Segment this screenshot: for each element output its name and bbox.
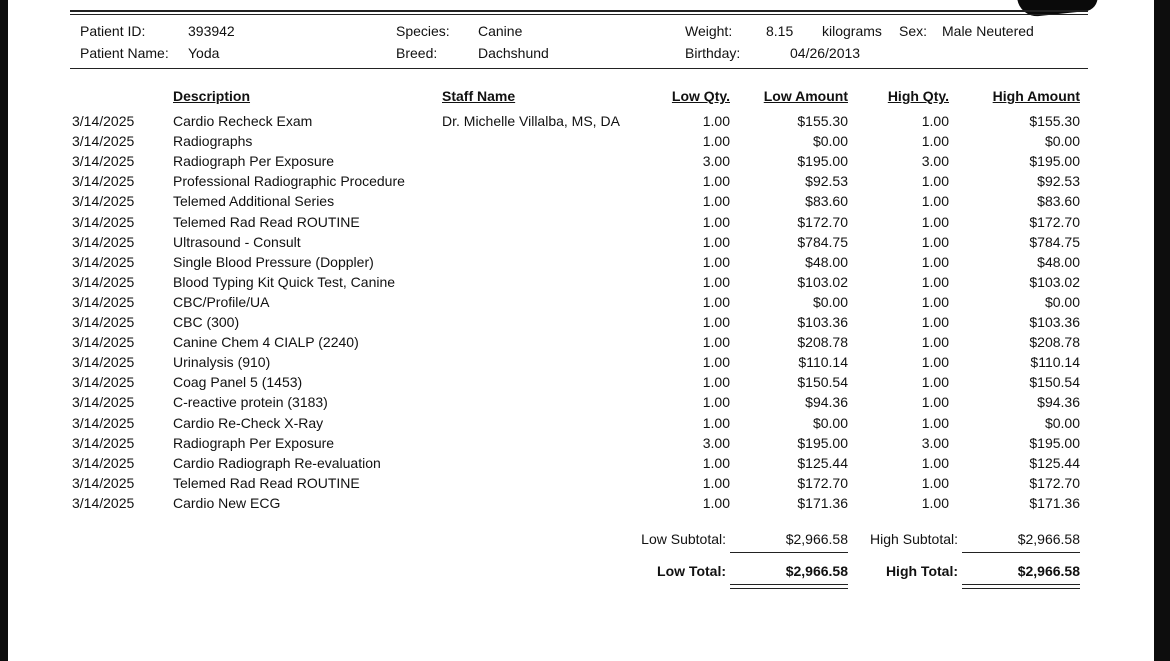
high-total-label: High Total: — [885, 563, 958, 579]
cell-high-amount: $48.00 — [1037, 253, 1080, 270]
cell-date: 3/14/2025 — [72, 193, 135, 210]
cell-high-amount: $195.00 — [1029, 434, 1080, 451]
cell-description: CBC (300) — [173, 314, 240, 330]
cell-high-amount: $155.30 — [1029, 113, 1080, 129]
low-total-label: Low Total: — [657, 563, 726, 579]
cell-low-qty: 1.00 — [702, 454, 730, 471]
cell-low-amount: $155.30 — [797, 113, 848, 129]
cell-description: Radiographs — [173, 133, 253, 150]
cell-date: 3/14/2025 — [72, 414, 135, 431]
cell-high-amount: $0.00 — [1044, 293, 1080, 310]
cell-description: C-reactive protein (3183) — [173, 394, 328, 411]
cell-low-qty: 1.00 — [702, 293, 730, 310]
breed: Dachshund — [478, 45, 549, 61]
cell-low-amount: $171.36 — [797, 494, 848, 511]
cell-low-qty: 1.00 — [702, 173, 730, 190]
cell-low-amount: $0.00 — [812, 293, 848, 310]
cell-low-amount: $0.00 — [812, 414, 848, 431]
weight-unit: kilograms — [822, 23, 882, 39]
cell-staff: Dr. Michelle Villalba, MS, DA — [442, 113, 620, 129]
cell-date: 3/14/2025 — [72, 213, 135, 230]
cell-description: Telemed Rad Read ROUTINE — [173, 474, 360, 491]
breed-label: Breed: — [396, 45, 438, 61]
cell-high-qty: 1.00 — [921, 193, 949, 210]
cell-high-qty: 1.00 — [921, 133, 949, 150]
cell-low-qty: 1.00 — [702, 233, 730, 250]
cell-high-amount: $208.78 — [1029, 334, 1080, 351]
cell-description: Ultrasound - Consult — [173, 233, 301, 250]
high-subtotal-label: High Subtotal: — [870, 531, 958, 547]
cell-low-qty: 1.00 — [702, 394, 730, 411]
cell-high-amount: $0.00 — [1044, 133, 1080, 150]
cell-description: CBC/Profile/UA — [173, 293, 270, 310]
header-rule — [70, 68, 1088, 69]
cell-low-qty: 1.00 — [702, 334, 730, 351]
cell-date: 3/14/2025 — [72, 494, 135, 511]
cell-low-amount: $94.36 — [805, 394, 848, 411]
cell-date: 3/14/2025 — [72, 334, 135, 351]
cell-low-amount: $195.00 — [797, 153, 848, 170]
cell-date: 3/14/2025 — [72, 314, 135, 330]
cell-high-qty: 3.00 — [921, 153, 949, 170]
cell-date: 3/14/2025 — [72, 474, 135, 491]
cell-high-amount: $125.44 — [1029, 454, 1080, 471]
sex: Male Neutered — [942, 23, 1034, 39]
cell-high-amount: $171.36 — [1029, 494, 1080, 511]
cell-low-amount: $0.00 — [812, 133, 848, 150]
cell-description: Telemed Rad Read ROUTINE — [173, 213, 360, 230]
high-total-rule-1 — [962, 584, 1080, 585]
cell-high-qty: 1.00 — [921, 334, 949, 351]
cell-high-qty: 1.00 — [921, 394, 949, 411]
cell-low-qty: 1.00 — [702, 133, 730, 150]
cell-description: Blood Typing Kit Quick Test, Canine — [173, 273, 396, 290]
cell-high-amount: $172.70 — [1029, 474, 1080, 491]
col-staff: Staff Name — [442, 88, 516, 104]
patient-id: 393942 — [188, 23, 235, 39]
cell-high-qty: 1.00 — [921, 113, 949, 129]
high-subtotal-rule — [962, 552, 1080, 553]
cell-high-amount: $103.36 — [1029, 314, 1080, 330]
cell-high-qty: 1.00 — [921, 293, 949, 310]
cell-date: 3/14/2025 — [72, 253, 135, 270]
cell-description: Radiograph Per Exposure — [173, 153, 335, 170]
cell-low-qty: 1.00 — [702, 193, 730, 210]
cell-date: 3/14/2025 — [72, 394, 135, 411]
cell-date: 3/14/2025 — [72, 113, 135, 129]
cell-date: 3/14/2025 — [72, 374, 135, 391]
cell-low-amount: $103.02 — [797, 273, 848, 290]
top-rule — [70, 10, 1088, 12]
cell-high-qty: 1.00 — [921, 233, 949, 250]
patient-name-label: Patient Name: — [80, 45, 169, 61]
cell-low-amount: $172.70 — [797, 213, 848, 230]
cell-description: Cardio New ECG — [173, 494, 281, 511]
low-subtotal: $2,966.58 — [785, 531, 848, 547]
cell-low-qty: 1.00 — [702, 374, 730, 391]
cell-date: 3/14/2025 — [72, 173, 135, 190]
cell-high-qty: 1.00 — [921, 494, 949, 511]
species-label: Species: — [396, 23, 450, 39]
cell-description: Single Blood Pressure (Doppler) — [173, 253, 374, 270]
cell-high-qty: 1.00 — [921, 354, 949, 371]
cell-low-qty: 1.00 — [702, 113, 730, 129]
cell-date: 3/14/2025 — [72, 293, 135, 310]
low-subtotal-label: Low Subtotal: — [641, 531, 726, 547]
cell-low-amount: $172.70 — [797, 474, 848, 491]
birthday-label: Birthday: — [685, 45, 741, 61]
cell-date: 3/14/2025 — [72, 434, 135, 451]
cell-high-qty: 3.00 — [921, 434, 949, 451]
cell-low-amount: $48.00 — [805, 253, 848, 270]
cell-high-qty: 1.00 — [921, 474, 949, 491]
cell-low-amount: $83.60 — [805, 193, 848, 210]
cell-high-amount: $94.36 — [1037, 394, 1080, 411]
high-subtotal: $2,966.58 — [1017, 531, 1080, 547]
cell-date: 3/14/2025 — [72, 354, 135, 371]
cell-high-amount: $0.00 — [1044, 414, 1080, 431]
cell-date: 3/14/2025 — [72, 273, 135, 290]
low-total-rule-2 — [730, 588, 848, 589]
cell-high-qty: 1.00 — [921, 454, 949, 471]
cell-high-amount: $195.00 — [1029, 153, 1080, 170]
low-total-rule-1 — [730, 584, 848, 585]
cell-high-amount: $784.75 — [1029, 233, 1080, 250]
cell-low-qty: 3.00 — [702, 434, 730, 451]
cell-description: Professional Radiographic Procedure — [173, 173, 405, 190]
low-subtotal-rule — [730, 552, 848, 553]
cell-low-amount: $110.14 — [798, 354, 848, 371]
cell-high-qty: 1.00 — [921, 213, 949, 230]
col-low-qty: Low Qty. — [671, 88, 730, 104]
patient-name: Yoda — [188, 45, 220, 61]
weight: 8.15 — [766, 23, 794, 39]
cell-high-qty: 1.00 — [921, 173, 949, 190]
cell-description: Cardio Re-Check X-Ray — [173, 414, 324, 431]
col-high-amount: High Amount — [992, 88, 1080, 104]
low-total: $2,966.58 — [785, 563, 848, 579]
cell-low-qty: 1.00 — [702, 253, 730, 270]
estimate-document — [8, 0, 1154, 661]
cell-date: 3/14/2025 — [72, 133, 135, 150]
cell-low-amount: $125.44 — [797, 454, 848, 471]
cell-description: Canine Chem 4 CIALP (2240) — [173, 334, 359, 351]
cell-description: Cardio Recheck Exam — [173, 113, 313, 129]
cell-high-amount: $150.54 — [1029, 374, 1080, 391]
cell-low-amount: $150.54 — [797, 374, 848, 391]
col-description: Description — [173, 88, 251, 104]
cell-high-qty: 1.00 — [921, 374, 949, 391]
cell-description: Coag Panel 5 (1453) — [173, 374, 303, 391]
cell-description: Cardio Radiograph Re-evaluation — [173, 454, 381, 471]
cell-high-qty: 1.00 — [921, 273, 949, 290]
species: Canine — [478, 23, 523, 39]
cell-low-amount: $92.53 — [805, 173, 848, 190]
cell-low-amount: $784.75 — [797, 233, 848, 250]
cell-high-amount: $110.14 — [1030, 354, 1080, 371]
weight-label: Weight: — [685, 23, 733, 39]
cell-low-qty: 1.00 — [702, 474, 730, 491]
cell-date: 3/14/2025 — [72, 233, 135, 250]
cell-low-qty: 1.00 — [702, 354, 730, 371]
cell-high-qty: 1.00 — [921, 414, 949, 431]
sex-label: Sex: — [899, 23, 928, 39]
top-rule-thin — [70, 14, 1088, 15]
cell-description: Radiograph Per Exposure — [173, 434, 335, 451]
birthday: 04/26/2013 — [790, 45, 861, 61]
col-high-qty: High Qty. — [887, 88, 949, 104]
cell-high-qty: 1.00 — [921, 253, 949, 270]
cell-high-qty: 1.00 — [921, 314, 949, 330]
col-low-amount: Low Amount — [763, 88, 848, 104]
cell-low-qty: 1.00 — [702, 273, 730, 290]
high-total: $2,966.58 — [1017, 563, 1080, 579]
cell-low-amount: $195.00 — [797, 434, 848, 451]
cell-high-amount: $92.53 — [1037, 173, 1080, 190]
cell-date: 3/14/2025 — [72, 454, 135, 471]
cell-description: Telemed Additional Series — [173, 193, 335, 210]
cell-low-qty: 1.00 — [702, 213, 730, 230]
cell-high-amount: $83.60 — [1037, 193, 1080, 210]
cell-low-qty: 1.00 — [702, 494, 730, 511]
cell-low-amount: $208.78 — [797, 334, 848, 351]
cell-low-qty: 1.00 — [702, 314, 730, 330]
cell-high-amount: $172.70 — [1029, 213, 1080, 230]
cell-description: Urinalysis (910) — [173, 354, 271, 371]
cell-high-amount: $103.02 — [1029, 273, 1080, 290]
cell-low-qty: 3.00 — [702, 153, 730, 170]
cell-low-amount: $103.36 — [797, 314, 848, 330]
cell-low-qty: 1.00 — [702, 414, 730, 431]
high-total-rule-2 — [962, 588, 1080, 589]
patient-id-label: Patient ID: — [80, 23, 146, 39]
cell-date: 3/14/2025 — [72, 153, 135, 170]
